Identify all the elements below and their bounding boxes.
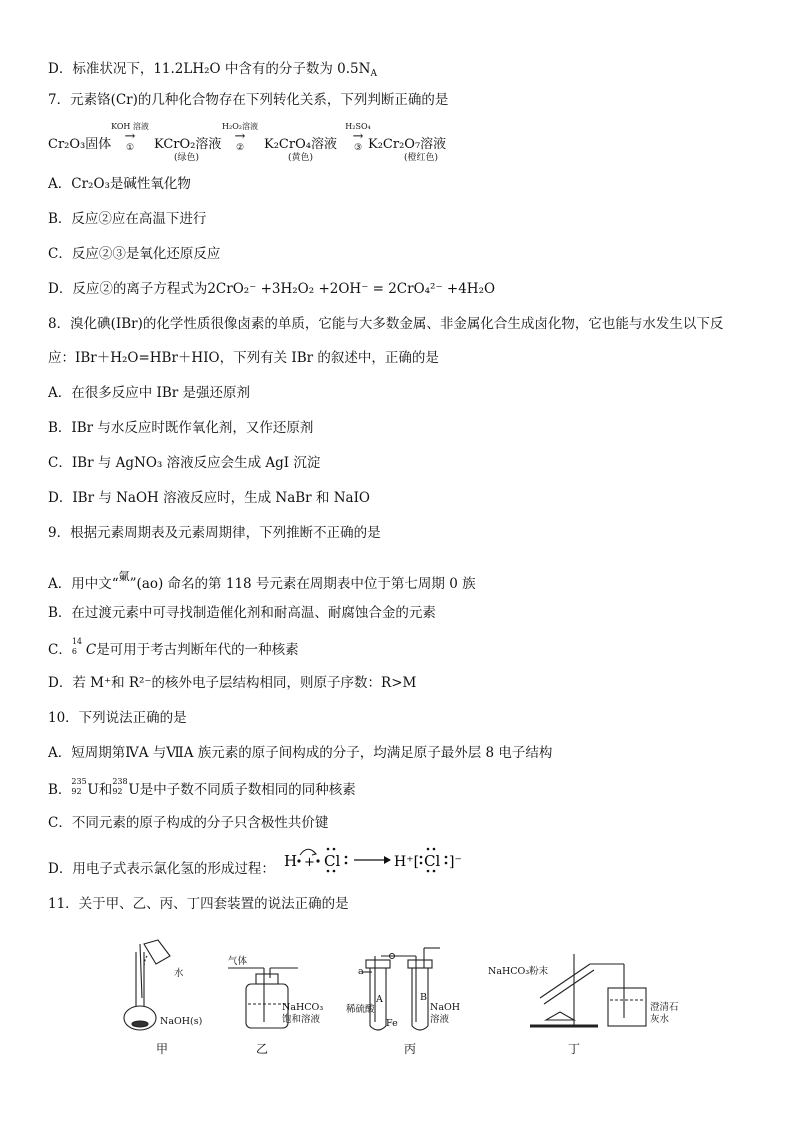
q9-option-d: D．若 M⁺和 R²⁻的核外电子层结构相同，则原子序数：R>M xyxy=(48,675,417,691)
q10-option-d: D．用电子式表示氯化氢的形成过程： xyxy=(48,861,275,877)
q7-option-b: B．反应②应在高温下进行 xyxy=(48,211,207,227)
svg-text:+: + xyxy=(304,855,315,870)
chain-arrow-3: H₂SO₄ → ③ xyxy=(345,122,371,153)
product-bracket: ]⁻ xyxy=(449,854,462,870)
q9-option-a: A．用中文“氭”(ao) 命名的第 118 号元素在周期表中位于第七周期 0 族 xyxy=(48,570,476,592)
fig-jia-caption: 甲 xyxy=(156,1042,169,1056)
fig-bing-fe: Fe xyxy=(386,1018,398,1029)
fig-bing-naoh1: NaOH xyxy=(430,1002,461,1013)
nuclide-u235: 235 92 xyxy=(71,777,87,796)
chain-product-3: K₂Cr₂O₇溶液 xyxy=(368,137,447,152)
q9-option-b: B．在过渡元素中可寻找制造催化剂和耐高温、耐腐蚀合金的元素 xyxy=(48,605,436,621)
chain-color-2: (黄色) xyxy=(288,153,314,163)
chain-color-1: (绿色) xyxy=(174,153,200,163)
fig-ding-lime1: 澄清石 xyxy=(650,1002,679,1013)
q10-stem: 10．下列说法正确的是 xyxy=(48,710,187,726)
chain-arrow-2: H₂O₂溶液 → ② xyxy=(222,122,258,153)
nuclide-u238: 238 92 xyxy=(112,777,128,796)
q6-option-d: D．标准状况下，11.2LH₂O 中含有的分子数为 $0.5N_A$ xyxy=(48,61,377,79)
chain-product-1: KCrO₂溶液 xyxy=(154,137,222,152)
fig-yi-sol1: NaHCO₃ xyxy=(282,1002,324,1013)
nuclide-c14: 14 6 xyxy=(71,637,83,656)
q9-option-c: C． 14 6 C是可用于考古判断年代的一种核素 xyxy=(48,637,299,658)
q7-stem: 7．元素铬(Cr)的几种化合物存在下列转化关系，下列判断正确的是 xyxy=(48,92,449,108)
chain-product-2: K₂CrO₄溶液 xyxy=(264,137,337,152)
fig-yi-gas: 气体 xyxy=(228,956,248,967)
q8-option-a: A．在很多反应中 IBr 是强还原剂 xyxy=(48,385,251,401)
q8-option-d: D．IBr 与 NaOH 溶液反应时，生成 NaBr 和 NaIO xyxy=(48,490,370,506)
fig-bing-acid: 稀硫酸 xyxy=(346,1004,375,1015)
chain-arrow-1: KOH 溶液 → ① xyxy=(111,122,149,153)
fig-jia-water: 水 xyxy=(174,968,184,979)
q11-stem: 11．关于甲、乙、丙、丁四套装置的说法正确的是 xyxy=(48,896,349,912)
chain-color-3: (橙红色) xyxy=(404,153,439,163)
q8-option-c: C．IBr 与 AgNO₃ 溶液反应会生成 AgI 沉淀 xyxy=(48,455,321,471)
fig-ding-lime2: 灰水 xyxy=(650,1014,670,1025)
fig-bing-caption: 丙 xyxy=(404,1042,417,1056)
q10-option-b: B． 235 92 U和 238 92 U是中子数不同质子数相同的同种核素 xyxy=(48,777,356,798)
fig-yi-sol2: 饱和溶液 xyxy=(282,1014,321,1025)
q8-option-b: B．IBr 与水反应时既作氧化剂，又作还原剂 xyxy=(48,420,314,436)
chain-start: Cr₂O₃固体 xyxy=(48,137,112,152)
fig-bing-A: A xyxy=(376,994,383,1005)
q10-option-a: A．短周期第ⅣA 与ⅦA 族元素的原子间构成的分子，均满足原子最外层 8 电子结构 xyxy=(48,745,553,761)
fig-ding-caption: 丁 xyxy=(568,1042,581,1056)
hydrogen-symbol: H xyxy=(284,852,298,870)
q8-stem-2: 应：IBr＋H₂O=HBr＋HIO，下列有关 IBr 的叙述中，正确的是 xyxy=(48,350,439,366)
fig-ding-powder: NaHCO₃粉末 xyxy=(488,966,549,977)
apparatus-figures xyxy=(120,934,680,1054)
fig-bing-naoh2: 溶液 xyxy=(430,1014,450,1025)
q8-stem-1: 8．溴化碘(IBr)的化学性质很像卤素的单质，它能与大多数金属、非金属化合生成卤化物，它也能与水发生以下反 xyxy=(48,316,724,332)
chlorine-symbol: Cl xyxy=(324,852,341,870)
fig-jia-naoh: NaOH(s) xyxy=(160,1016,203,1027)
q9-stem: 9．根据元素周期表及元素周期律，下列推断不正确的是 xyxy=(48,525,381,541)
q7-option-d: D．反应②的离子方程式为2CrO₂⁻ +3H₂O₂ +2OH⁻ = 2CrO₄²⁻ +4H₂O xyxy=(48,281,496,297)
q7-option-c: C．反应②③是氧化还原反应 xyxy=(48,246,221,262)
fig-yi-caption: 乙 xyxy=(256,1042,269,1056)
q10-option-c: C．不同元素的原子构成的分子只含极性共价键 xyxy=(48,815,329,831)
element-118-char: 氭 xyxy=(118,570,130,583)
product-h: H⁺[ xyxy=(394,854,420,870)
hcl-formation-diagram xyxy=(282,840,472,880)
q7-option-a: A．Cr₂O₃是碱性氧化物 xyxy=(48,176,191,192)
product-cl: Cl xyxy=(424,852,441,870)
fig-bing-a: a xyxy=(358,966,364,977)
fig-bing-B: B xyxy=(420,992,427,1003)
